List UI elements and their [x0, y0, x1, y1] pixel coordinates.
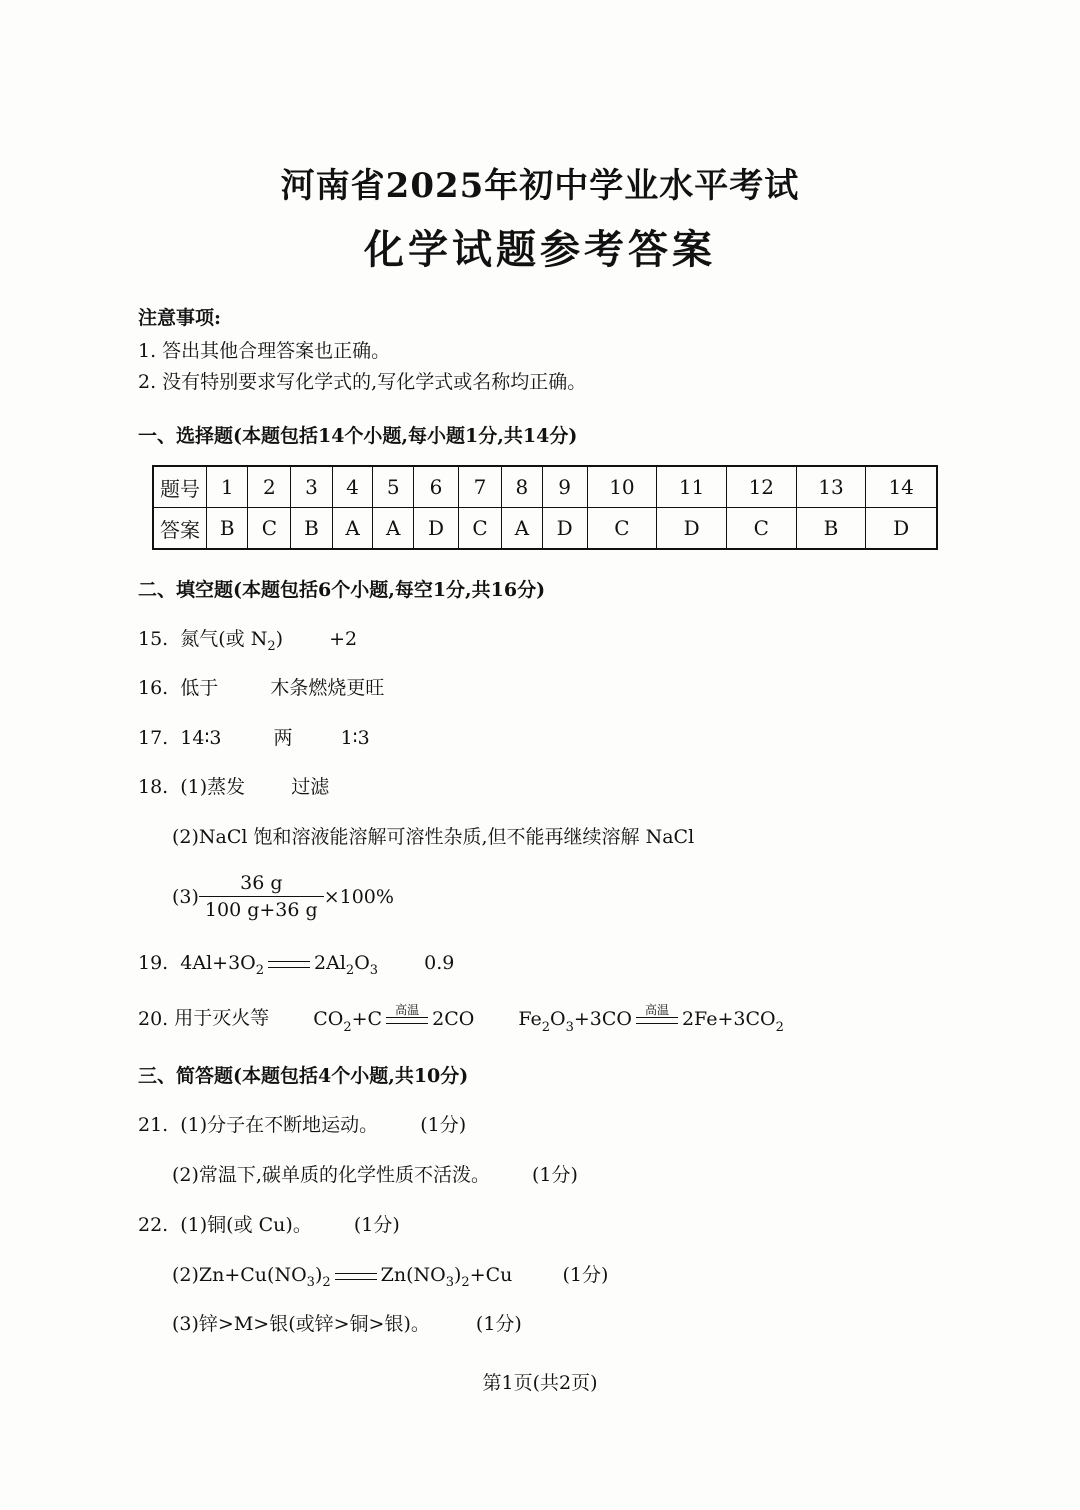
table-cell: A [373, 508, 414, 550]
table-cell: D [866, 508, 937, 550]
q16-answer-2: 木条燃烧更旺 [270, 677, 385, 699]
section1-heading: 一、选择题(本题包括14个小题,每小题1分,共14分) [138, 425, 578, 447]
q15-number: 15. [138, 628, 169, 650]
table-cell: 12 [726, 466, 796, 508]
equals-sign [268, 961, 310, 968]
q16 [138, 673, 384, 700]
q16-answer-1: 低于 [180, 677, 219, 699]
note-item-2: 2. 没有特别要求写化学式的,写化学式或名称均正确。 [138, 371, 587, 393]
table-cell: A [332, 508, 373, 550]
notes-heading: 注意事项: [138, 307, 222, 329]
q17 [138, 723, 370, 750]
row-label-answer: 答案 [153, 508, 207, 550]
table-cell: D [414, 508, 459, 550]
table-cell: C [248, 508, 291, 550]
q21-score-1: (1分) [420, 1114, 467, 1136]
table-cell: 8 [501, 466, 542, 508]
q15-answer-1: 氮气(或 $N_2$) [180, 628, 284, 654]
q19-answer-2: 0.9 [424, 952, 455, 974]
q22-score-1: (1分) [353, 1214, 400, 1236]
table-cell: C [459, 508, 502, 550]
q17-answer-1: 14∶3 [180, 727, 222, 749]
table-cell: 3 [291, 466, 332, 508]
q19-equation: $4Al+3O_2$ $2Al_2O_3$ [180, 952, 379, 978]
table-cell: 13 [796, 466, 866, 508]
table-cell: 4 [332, 466, 373, 508]
table-cell: 7 [459, 466, 502, 508]
q22-equation: $(2)Zn+Cu(NO_3)_2$ $Zn(NO_3)_2+Cu$ [172, 1264, 513, 1290]
q21-score-2: (1分) [532, 1164, 578, 1186]
q20-number: 20. [138, 1008, 169, 1030]
q17-answer-3: 1∶3 [340, 727, 370, 749]
table-cell: 10 [587, 466, 657, 508]
q22-score-3: (1分) [475, 1313, 522, 1335]
q22-part3 [172, 1309, 522, 1336]
q21-answer-2: (2)常温下,碳单质的化学性质不活泼。 [172, 1164, 490, 1186]
exam-title: 河南省2025年初中学业水平考试 [280, 166, 800, 206]
table-cell: 5 [373, 466, 414, 508]
q18-part3-prefix: (3) [172, 885, 199, 908]
q18-part3-suffix: ×100% [323, 885, 394, 908]
answer-key-title: 化学试题参考答案 [364, 226, 716, 273]
table-row-numbers [153, 466, 937, 508]
fraction-denominator: 100 g+36 g [199, 896, 324, 921]
q16-number: 16. [138, 677, 169, 699]
q22-part1 [138, 1210, 400, 1237]
q20-equation-2: Fe 2 O 3 +3CO 高温 2Fe+3CO 2 [518, 1003, 784, 1035]
high-temp-equals: 高温 [636, 1004, 678, 1024]
q19 [138, 952, 455, 978]
q18-part2: (2)NaCl 饱和溶液能溶解可溶性杂质,但不能再继续溶解 NaCl [172, 826, 695, 848]
note-item-1: 1. 答出其他合理答案也正确。 [138, 340, 391, 362]
table-cell: C [726, 508, 796, 550]
table-cell: C [587, 508, 657, 550]
table-cell: A [501, 508, 542, 550]
table-cell: 1 [207, 466, 248, 508]
answer-table [152, 465, 938, 550]
q21-number: 21. [138, 1114, 169, 1136]
q18-number: 18. [138, 776, 169, 798]
q21-part1 [138, 1110, 466, 1137]
q17-number: 17. [138, 727, 169, 749]
q18-part1 [138, 772, 329, 799]
q17-answer-2: 两 [273, 727, 293, 749]
table-cell: D [657, 508, 727, 550]
q22-answer-1: (1)铜(或 Cu)。 [180, 1214, 312, 1236]
q21-answer-1: (1)分子在不断地运动。 [180, 1114, 379, 1136]
q21-part2 [172, 1160, 578, 1187]
table-cell: B [796, 508, 866, 550]
q20-equation-1: CO 2 +C 高温 2CO [313, 1003, 475, 1035]
table-cell: 2 [248, 466, 291, 508]
equals-sign [335, 1273, 377, 1280]
row-label-question: 题号 [153, 466, 207, 508]
table-cell: B [207, 508, 248, 550]
q22-score-2: (1分) [562, 1264, 609, 1286]
table-cell: 9 [542, 466, 587, 508]
fraction-numerator: 36 g [240, 872, 283, 894]
fraction [199, 872, 324, 921]
q22-part2 [172, 1260, 609, 1290]
page-footer: 第1页(共2页) [482, 1372, 598, 1394]
table-cell: 14 [866, 466, 937, 508]
q18-answer-1b: 过滤 [291, 776, 330, 798]
section2-heading: 二、填空题(本题包括6个小题,每空1分,共16分) [138, 579, 546, 601]
q15 [138, 624, 358, 654]
q20 [138, 1003, 784, 1035]
table-cell: B [291, 508, 332, 550]
q22-answer-3: (3)锌>M>银(或锌>铜>银)。 [172, 1313, 430, 1335]
q15-answer-2: +2 [329, 628, 358, 650]
high-temp-equals: 高温 [386, 1004, 428, 1024]
q22-number: 22. [138, 1214, 169, 1236]
q18-answer-1: (1)蒸发 [180, 776, 246, 798]
q19-number: 19. [138, 952, 169, 974]
table-row-answers [153, 508, 937, 550]
table-cell: D [542, 508, 587, 550]
q20-answer-1: 用于灭火等 [174, 1007, 270, 1029]
section3-heading: 三、简答题(本题包括4个小题,共10分) [138, 1065, 469, 1087]
q18-part3 [172, 872, 394, 921]
table-cell: 6 [414, 466, 459, 508]
table-cell: 11 [657, 466, 727, 508]
